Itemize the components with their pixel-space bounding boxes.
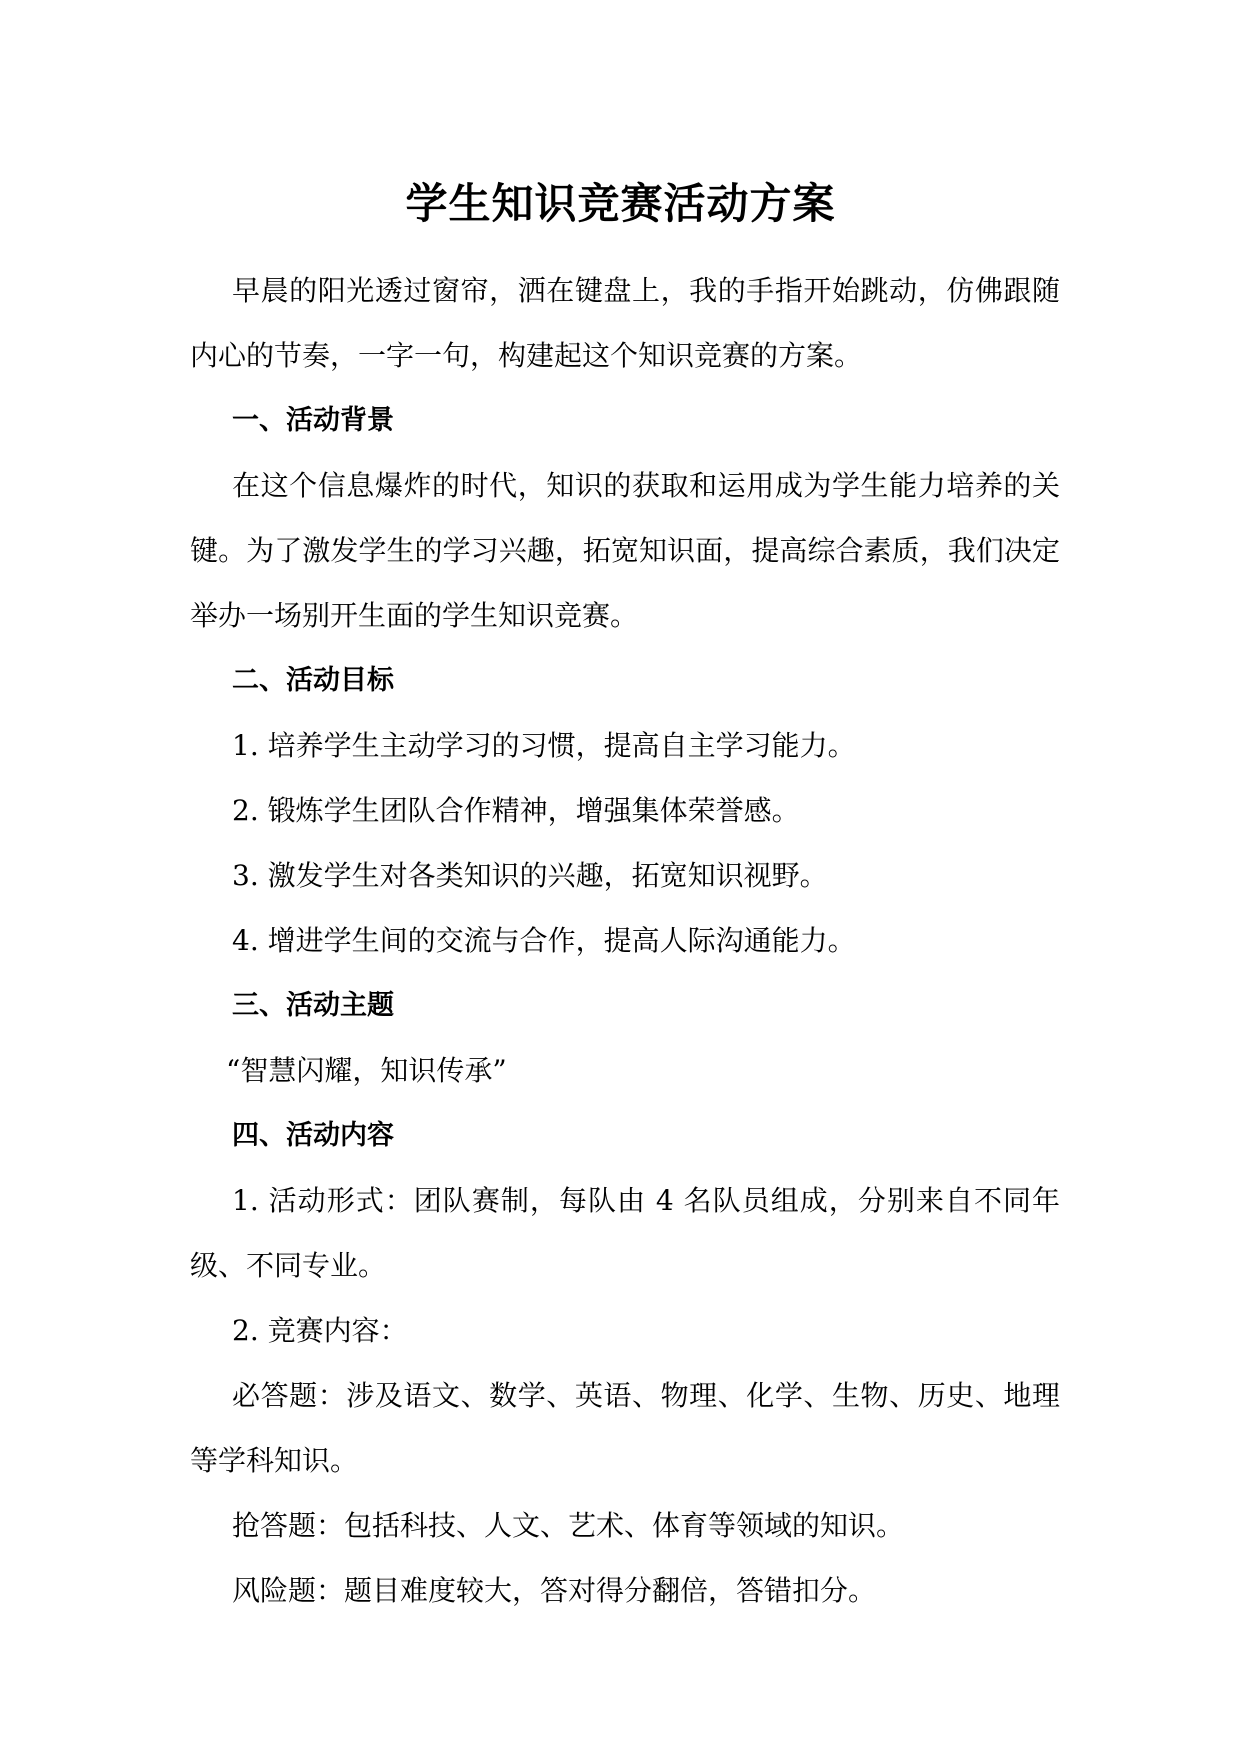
content-item-competition: 2. 竞赛内容： bbox=[232, 1314, 408, 1347]
section-heading-theme: 三、活动主题 bbox=[232, 990, 394, 1021]
goal-item-1: 1. 培养学生主动学习的习惯，提高自主学习能力。 bbox=[232, 729, 856, 762]
section-heading-goals: 二、活动目标 bbox=[232, 665, 394, 696]
theme-quote: “智慧闪耀，知识传承” bbox=[226, 1054, 507, 1087]
risk-questions-paragraph: 风险题：题目难度较大，答对得分翻倍，答错扣分。 bbox=[232, 1574, 877, 1607]
document-title: 学生知识竞赛活动方案 bbox=[405, 179, 836, 228]
content-item-format: 1. 活动形式：团队赛制，每队由 4 名队员组成，分别来自不同年级、不同专业。 bbox=[190, 1184, 1060, 1282]
goal-item-2: 2. 锻炼学生团队合作精神，增强集体荣誉感。 bbox=[232, 794, 800, 827]
section-heading-content: 四、活动内容 bbox=[232, 1120, 394, 1151]
intro-paragraph: 早晨的阳光透过窗帘，洒在键盘上，我的手指开始跳动，仿佛跟随内心的节奏，一字一句，构建起这个知识竞赛的方案。 bbox=[190, 274, 1060, 372]
buzzer-questions-paragraph: 抢答题：包括科技、人文、艺术、体育等领域的知识。 bbox=[232, 1509, 905, 1542]
goal-item-4: 4. 增进学生间的交流与合作，提高人际沟通能力。 bbox=[232, 924, 856, 957]
section-heading-background: 一、活动背景 bbox=[232, 405, 394, 436]
required-questions-paragraph: 必答题：涉及语文、数学、英语、物理、化学、生物、历史、地理等学科知识。 bbox=[190, 1379, 1060, 1477]
goal-item-3: 3. 激发学生对各类知识的兴趣，拓宽知识视野。 bbox=[232, 859, 828, 892]
document-body bbox=[190, 258, 1060, 1623]
background-paragraph: 在这个信息爆炸的时代，知识的获取和运用成为学生能力培养的关键。为了激发学生的学习兴趣，拓宽知识面，提高综合素质，我们决定举办一场别开生面的学生知识竞赛。 bbox=[190, 469, 1060, 632]
